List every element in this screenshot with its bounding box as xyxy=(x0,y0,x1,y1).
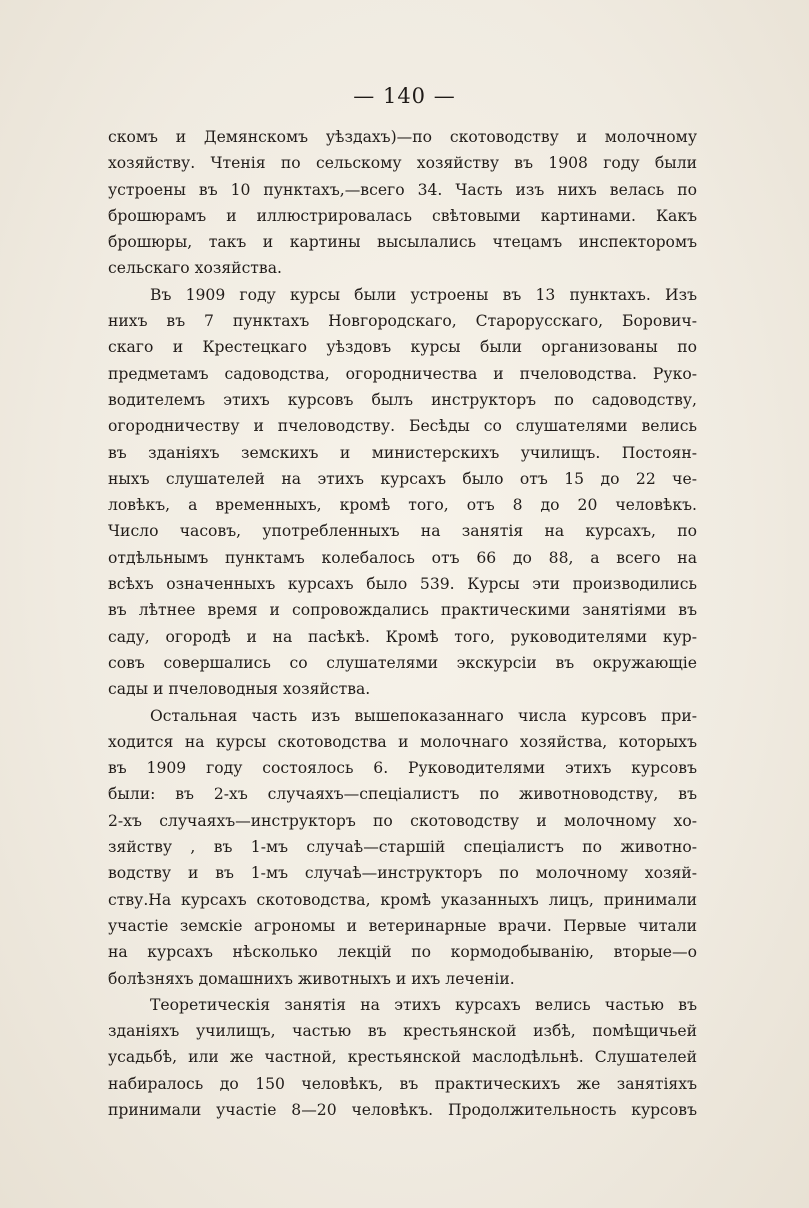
text-line: Теоретическія занятія на этихъ курсахъ велись частью въ xyxy=(150,995,697,1014)
text-line: ловѣкъ, а временныхъ, кромѣ того, отъ 8 до 20 человѣкъ. xyxy=(108,496,697,515)
text-line: сады и пчеловодныя хозяйства. xyxy=(108,680,371,699)
body-text xyxy=(108,124,697,1123)
text-line: Остальная часть изъ вышепоказаннаго числа курсовъ при- xyxy=(150,706,697,725)
text-line: всѣхъ означенныхъ курсахъ было 539. Курсы эти производились xyxy=(108,575,697,594)
text-line: ству.На курсахъ скотоводства, кромѣ указанныхъ лицъ, принимали xyxy=(108,890,697,909)
text-line: зданіяхъ училищъ, частью въ крестьянской избѣ, помѣщичьей xyxy=(108,1022,697,1041)
paragraph-4 xyxy=(108,992,697,1123)
text-line: въ 1909 году состоялось 6. Руководителями этихъ курсовъ xyxy=(108,759,697,778)
text-line: въ лѣтнее время и сопровождались практическими занятіями въ xyxy=(108,601,697,620)
text-line: на курсахъ нѣсколько лекцій по кормодобыванію, вторые—о xyxy=(108,943,697,962)
text-line: нихъ въ 7 пунктахъ Новгородскаго, Старорусскаго, Борович- xyxy=(108,312,697,331)
text-line: брошюры, такъ и картины высылались чтецамъ инспекторомъ xyxy=(108,233,697,252)
text-line: набиралось до 150 человѣкъ, въ практическихъ же занятіяхъ xyxy=(108,1074,697,1093)
text-line: предметамъ садоводства, огородничества и пчеловодства. Руко- xyxy=(108,364,697,383)
text-line: хозяйству. Чтенія по сельскому хозяйству въ 1908 году были xyxy=(108,154,697,173)
text-line: принимали участіе 8—20 человѣкъ. Продолжительность курсовъ xyxy=(108,1100,697,1119)
paragraph-3 xyxy=(108,703,697,992)
text-line: скаго и Крестецкаго уѣздовъ курсы были организованы по xyxy=(108,338,697,357)
text-line: брошюрамъ и иллюстрировалась свѣтовыми картинами. Какъ xyxy=(108,206,697,225)
text-line: въ зданіяхъ земскихъ и министерскихъ училищъ. Постоян- xyxy=(108,443,697,462)
text-line: водству и въ 1-мъ случаѣ—инструкторъ по молочному хозяй- xyxy=(108,864,697,883)
text-line: сельскаго хозяйства. xyxy=(108,259,282,278)
text-line: совъ совершались со слушателями экскурсіи въ окружающіе xyxy=(108,653,697,672)
text-line: болѣзняхъ домашнихъ животныхъ и ихъ леченіи. xyxy=(108,969,515,988)
text-line: участіе земскіе агрономы и ветеринарные врачи. Первые читали xyxy=(108,916,697,935)
text-line: были: въ 2-хъ случаяхъ—спеціалистъ по животноводству, въ xyxy=(108,785,697,804)
paragraph-1 xyxy=(108,124,697,282)
text-line: скомъ и Демянскомъ уѣздахъ)—по скотоводству и молочному xyxy=(108,128,697,146)
text-line: Въ 1909 году курсы были устроены въ 13 пунктахъ. Изъ xyxy=(150,285,697,304)
text-line: Число часовъ, употребленныхъ на занятія на курсахъ, по xyxy=(108,522,697,541)
text-line: саду, огородѣ и на пасѣкѣ. Кромѣ того, руководителями кур- xyxy=(108,627,697,646)
text-line: ныхъ слушателей на этихъ курсахъ было отъ 15 до 22 че- xyxy=(108,469,697,488)
page-number: — 140 — xyxy=(353,84,456,108)
paragraph-2 xyxy=(108,282,697,703)
text-line: зяйству , въ 1-мъ случаѣ—старшій спеціалистъ по животно- xyxy=(108,838,697,857)
text-line: водителемъ этихъ курсовъ былъ инструкторъ по садоводству, xyxy=(108,390,697,409)
text-line: устроены въ 10 пунктахъ,—всего 34. Часть изъ нихъ велась по xyxy=(108,180,697,199)
text-line: усадьбѣ, или же частной, крестьянской маслодѣльнѣ. Слушателей xyxy=(108,1048,697,1067)
text-line: отдѣльнымъ пунктамъ колебалось отъ 66 до 88, а всего на xyxy=(108,548,697,567)
text-line: 2-хъ случаяхъ—инструкторъ по скотоводству и молочному хо- xyxy=(108,811,697,830)
text-line: ходится на курсы скотоводства и молочнаго хозяйства, которыхъ xyxy=(108,732,697,751)
text-line: огородничеству и пчеловодству. Бесѣды со слушателями велись xyxy=(108,417,697,436)
